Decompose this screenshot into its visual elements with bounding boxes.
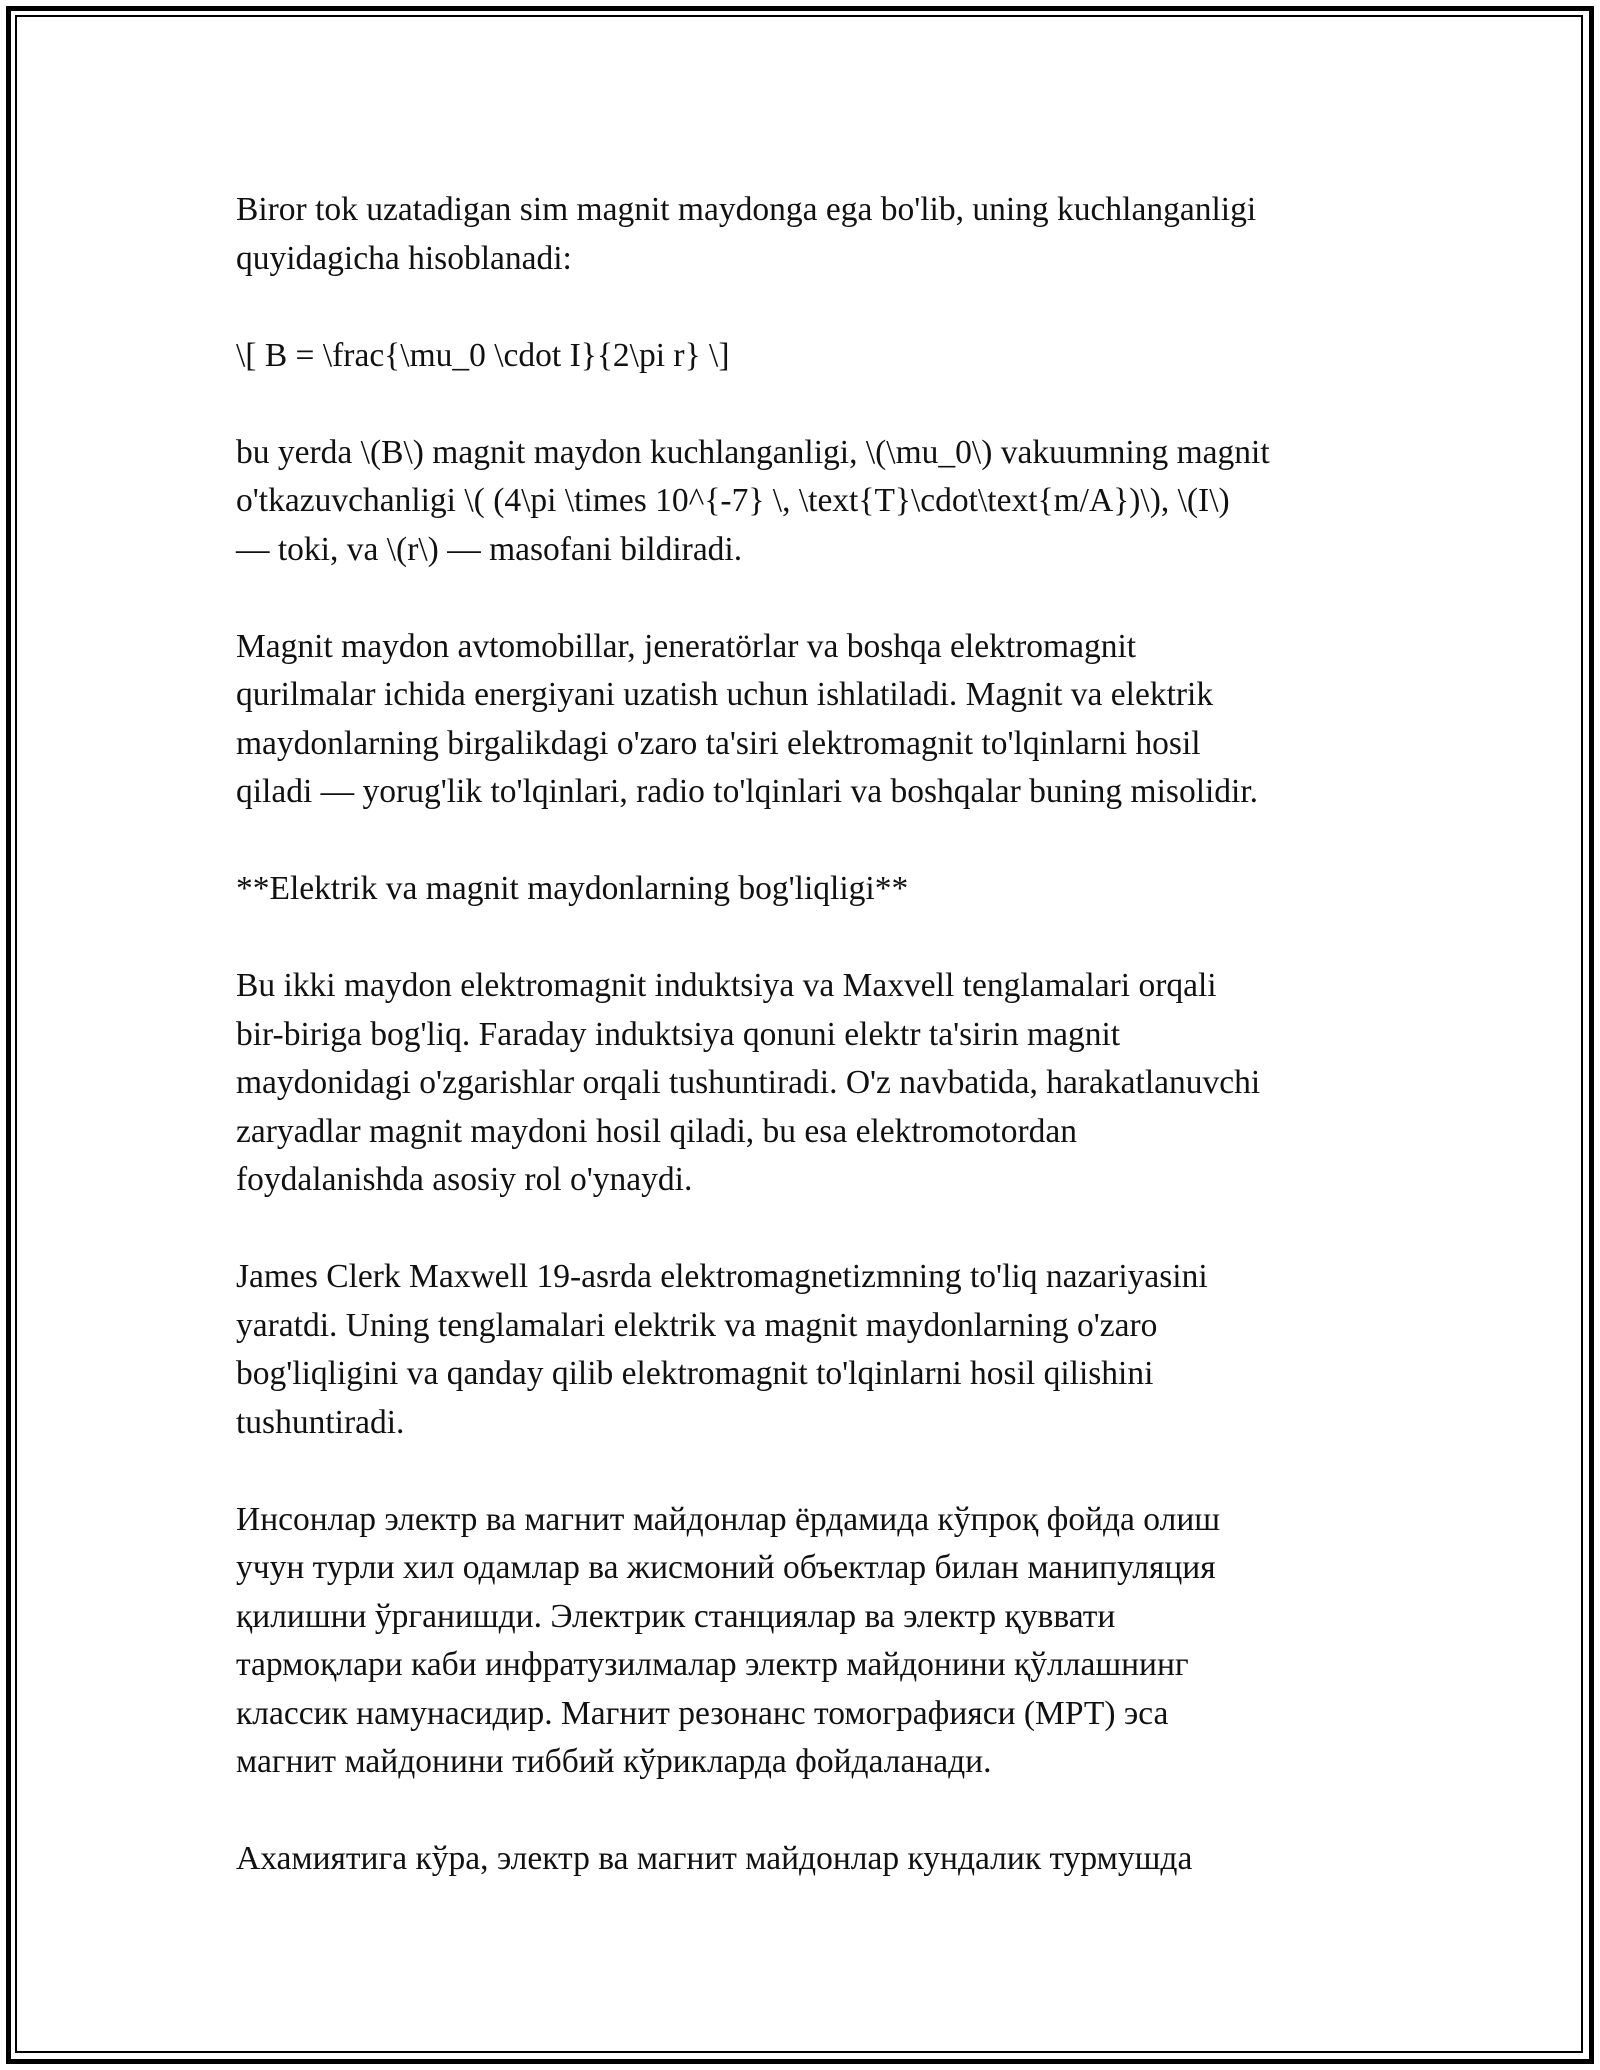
document-body <box>236 186 1376 1884</box>
paragraph-cyrillic-applications: Инсонлар электр ва магнит майдонлар ёрдамида кўпроқ фойда олиш учун турли хил одамлар ва жисмоний объектлар билан манипуляция қилишни ўрганишди. Электрик станциялар ва электр қуввати тармоқлари каби инфратузилмалар электр майдонини қўллашнинг классик намунасидир. Магнит резонанс томографияси (МРТ) эса магнит майдонини тиббий кўрикларда фойдаланади. <box>236 1500 1221 1780</box>
paragraph-cyrillic-conclusion: Ахамиятига кўра, электр ва магнит майдонлар кундалик турмушда <box>236 1840 1193 1877</box>
section-heading: **Elektrik va magnit maydonlarning bog'liqligi** <box>236 870 909 907</box>
paragraph-applications: Magnit maydon avtomobillar, jeneratörlar va boshqa elektromagnit qurilmalar ichida energiyani uzatish uchun ishlatiladi. Magnit va elektrik maydonlarning birgalikdagi o'zaro ta'siri elektromagnit to'lqinlarni hosil qiladi — yorug'lik to'lqinlari, radio to'lqinlari va boshqalar buning misolidir. <box>236 627 1259 810</box>
paragraph-maxwell: James Clerk Maxwell 19-asrda elektromagnetizmning to'liq nazariyasini yaratdi. Uning tenglamalari elektrik va magnit maydonlarning o'zaro bog'liqligini va qanday qilib elektromagnit to'lqinlarni hosil qilishini tushuntiradi. <box>236 1258 1208 1441</box>
paragraph-induction: Bu ikki maydon elektromagnit induktsiya va Maxvell tenglamalari orqali bir-biriga bog'liq. Faraday induktsiya qonuni elektr ta'sirin magnit maydonidagi o'zgarishlar orqali tushuntiradi. O'z navbatida, harakatlanuvchi zaryadlar magnit maydoni hosil qiladi, bu esa elektromotordan foydalanishda asosiy rol o'ynaydi. <box>236 967 1261 1198</box>
paragraph-variables: bu yerda \(B\) magnit maydon kuchlanganligi, \(\mu_0\) vakuumning magnit o'tkazuvchanligi \( (4\pi \times 10^{-7} \, \text{T}\cdot\text{m/A})\), \(I\) — toki, va \(r\) — masofani bildiradi. <box>236 433 1270 568</box>
paragraph-intro: Biror tok uzatadigan sim magnit maydonga ega bo'lib, uning kuchlanganligi quyidagicha hisoblanadi: <box>236 191 1257 277</box>
paragraph-formula: \[ B = \frac{\mu_0 \cdot I}{2\pi r} \] <box>236 336 730 374</box>
